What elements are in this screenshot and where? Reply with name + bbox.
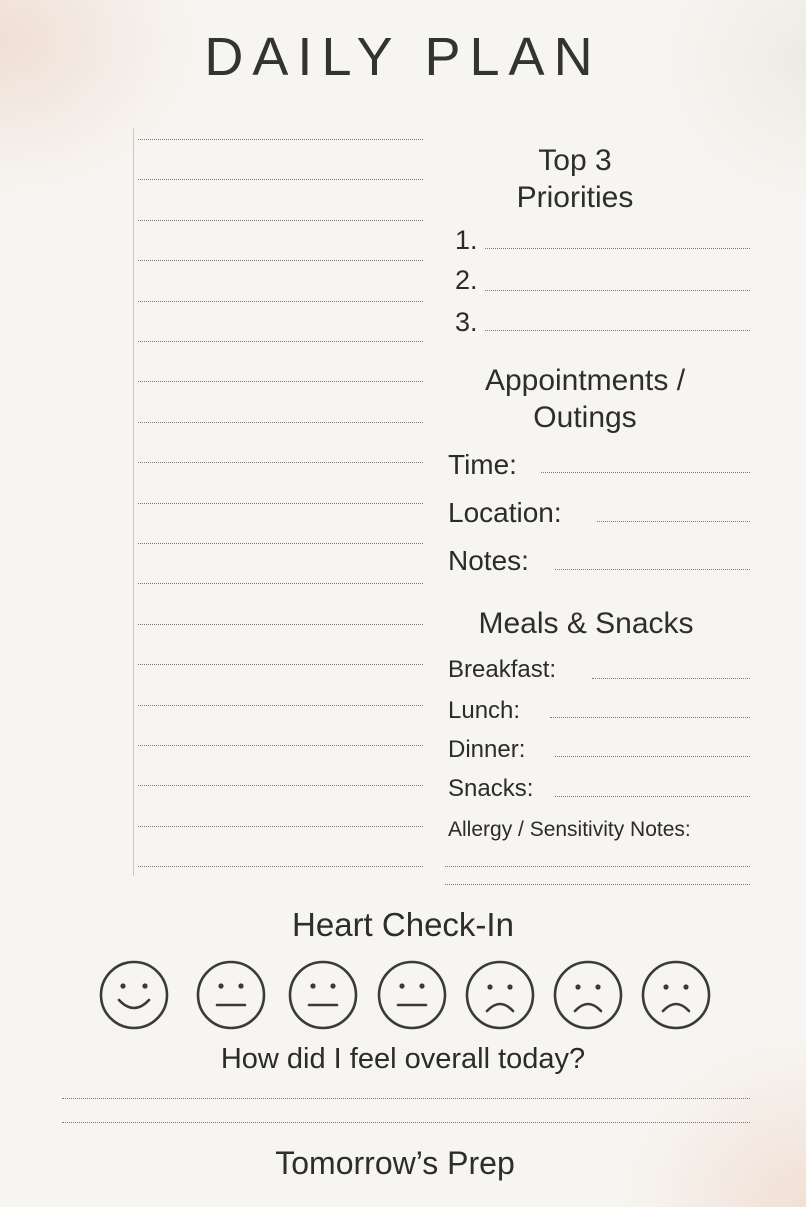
- priority-number-3: 3.: [455, 307, 478, 337]
- tomorrow-prep-heading: Tomorrow’s Prep: [275, 1145, 515, 1181]
- allergy-line-2[interactable]: [445, 884, 750, 885]
- notes-line[interactable]: [138, 745, 423, 746]
- priority-number-1: 1.: [455, 225, 478, 255]
- notes-line[interactable]: [138, 785, 423, 786]
- notes-line[interactable]: [138, 624, 423, 625]
- notes-line[interactable]: [138, 705, 423, 706]
- snacks-label: Snacks:: [448, 775, 534, 802]
- notes-line[interactable]: [138, 139, 423, 140]
- notes-line[interactable]: [138, 664, 423, 665]
- sad-face-icon[interactable]: [465, 960, 535, 1030]
- sad-face-icon[interactable]: [641, 960, 711, 1030]
- notes-column-rule: [133, 128, 134, 876]
- sad-face-icon[interactable]: [553, 960, 623, 1030]
- priority-line-1[interactable]: [485, 248, 750, 249]
- neutral-face-icon[interactable]: [288, 960, 358, 1030]
- page-title: DAILY PLAN: [204, 27, 602, 87]
- location-line[interactable]: [597, 521, 750, 522]
- feeling-line-1[interactable]: [62, 1098, 750, 1099]
- happy-face-icon[interactable]: [99, 960, 169, 1030]
- priority-line-2[interactable]: [485, 290, 750, 291]
- notes-line[interactable]: [138, 260, 423, 261]
- notes-line[interactable]: [138, 543, 423, 544]
- overall-feeling-question: How did I feel overall today?: [220, 1043, 586, 1075]
- priority-number-2: 2.: [455, 265, 478, 295]
- neutral-face-icon[interactable]: [196, 960, 266, 1030]
- notes-line[interactable]: [138, 583, 423, 584]
- time-line[interactable]: [541, 472, 750, 473]
- notes-line[interactable]: [138, 826, 423, 827]
- appointments-heading-line1: Appointments /: [484, 364, 686, 397]
- notes-line[interactable]: [138, 866, 423, 867]
- breakfast-label: Breakfast:: [448, 656, 557, 683]
- notes-line[interactable]: [138, 220, 423, 221]
- lunch-line[interactable]: [550, 717, 750, 718]
- location-label: Location:: [448, 497, 562, 528]
- notes-line[interactable]: [138, 503, 423, 504]
- neutral-face-icon[interactable]: [377, 960, 447, 1030]
- notes-line[interactable]: [138, 422, 423, 423]
- time-label: Time:: [448, 449, 517, 480]
- heart-checkin-heading: Heart Check-In: [292, 906, 514, 943]
- notes-line[interactable]: [138, 179, 423, 180]
- feeling-line-2[interactable]: [62, 1122, 750, 1123]
- dinner-label: Dinner:: [448, 736, 526, 763]
- allergy-label: Allergy / Sensitivity Notes:: [448, 818, 691, 841]
- snacks-line[interactable]: [555, 796, 750, 797]
- meals-heading: Meals & Snacks: [478, 607, 694, 640]
- lunch-label: Lunch:: [448, 697, 521, 724]
- notes-line[interactable]: [138, 381, 423, 382]
- priority-line-3[interactable]: [485, 330, 750, 331]
- notes-line[interactable]: [138, 462, 423, 463]
- appointments-heading: [440, 362, 730, 436]
- breakfast-line[interactable]: [592, 678, 750, 679]
- notes-line[interactable]: [138, 301, 423, 302]
- dinner-line[interactable]: [555, 756, 750, 757]
- priorities-heading-line2: Priorities: [516, 181, 634, 214]
- priorities-heading: [440, 142, 710, 216]
- priorities-heading-line1: Top 3: [538, 144, 612, 177]
- allergy-line-1[interactable]: [445, 866, 750, 867]
- notes-line[interactable]: [138, 341, 423, 342]
- notes-line[interactable]: [555, 569, 750, 570]
- notes-label: Notes:: [448, 545, 529, 576]
- appointments-heading-line2: Outings: [533, 401, 637, 434]
